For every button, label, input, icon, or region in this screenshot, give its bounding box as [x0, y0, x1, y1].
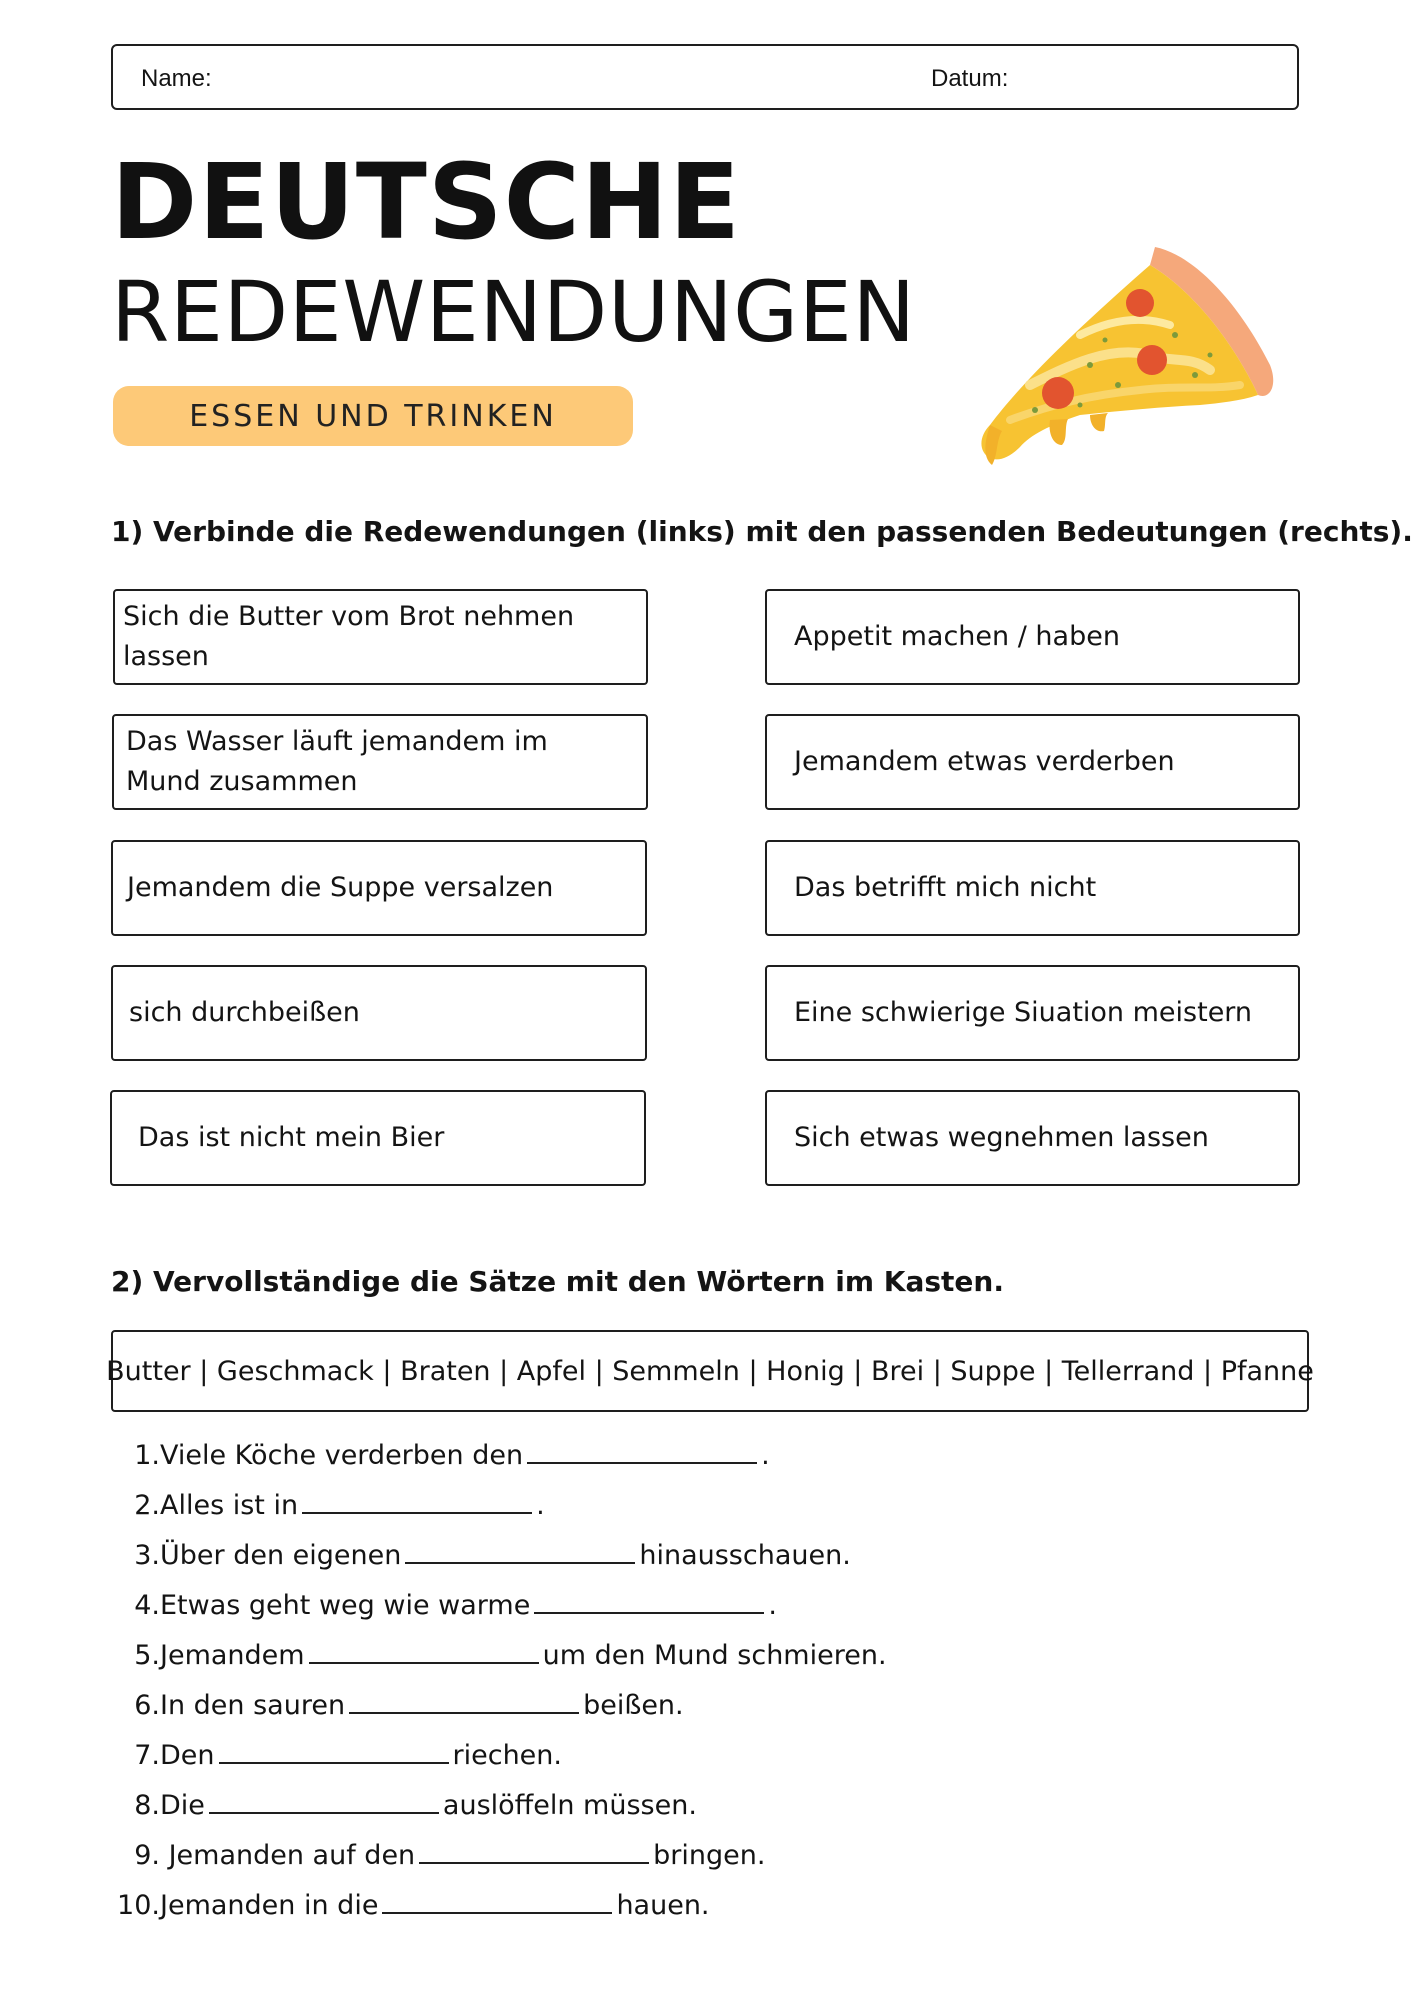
title-line-2: REDEWENDUNGEN: [111, 263, 916, 361]
subtitle-badge: ESSEN UND TRINKEN: [113, 386, 633, 446]
answer-blank[interactable]: [302, 1488, 532, 1514]
meaning-text: Jemandem etwas verderben: [794, 746, 1175, 777]
sentence-before: Jemanden auf den: [160, 1840, 416, 1871]
sentence-item: [111, 1738, 1011, 1774]
exercise-1-instruction: 1) Verbinde die Redewendungen (links) mit den passenden Bedeutungen (rechts).: [111, 515, 1413, 548]
idiom-box: [110, 1090, 646, 1186]
date-label: Datum:: [931, 65, 1009, 92]
meaning-text: Sich etwas wegnehmen lassen: [794, 1122, 1209, 1153]
sentence-before: Alles ist in: [160, 1490, 299, 1521]
sentence-before: Den: [160, 1740, 215, 1771]
idiom-box: [113, 589, 648, 685]
sentence-number: 6.: [134, 1690, 160, 1721]
meaning-box: [765, 1090, 1300, 1186]
sentence-item: [111, 1488, 1011, 1524]
sentence-before: Über den eigenen: [160, 1540, 402, 1571]
answer-blank[interactable]: [349, 1688, 579, 1714]
sentence-item: [111, 1438, 1011, 1474]
idiom-box: [111, 840, 647, 936]
sentence-item: [111, 1638, 1011, 1674]
meaning-text: Das betrifft mich nicht: [794, 872, 1097, 903]
sentence-after: hauen.: [616, 1890, 710, 1921]
answer-blank[interactable]: [419, 1838, 649, 1864]
sentence-item: [111, 1888, 1011, 1924]
idiom-box: [111, 965, 647, 1061]
sentence-item: [111, 1838, 1011, 1874]
sentence-item: [111, 1688, 1011, 1724]
sentence-after: .: [536, 1490, 545, 1521]
meaning-box: [765, 589, 1300, 685]
answer-blank[interactable]: [382, 1888, 612, 1914]
sentence-number: 5.: [134, 1640, 160, 1671]
sentence-after: bringen.: [653, 1840, 766, 1871]
idiom-text: Sich die Butter vom Brot nehmen lassen: [123, 601, 575, 672]
sentence-after: beißen.: [583, 1690, 684, 1721]
sentence-before: Jemanden in die: [160, 1890, 379, 1921]
sentence-before: Etwas geht weg wie warme: [160, 1590, 531, 1621]
meaning-text: Eine schwierige Siuation meistern: [794, 997, 1253, 1028]
sentence-number: 9.: [134, 1840, 160, 1871]
sentence-number: 3.: [134, 1540, 160, 1571]
sentence-number: 10.: [117, 1890, 160, 1921]
sentence-after: auslöffeln müssen.: [442, 1790, 697, 1821]
answer-blank[interactable]: [405, 1538, 635, 1564]
sentence-after: .: [761, 1440, 770, 1471]
sentence-item: [111, 1538, 1011, 1574]
word-list: Butter | Geschmack | Braten | Apfel | Semmeln | Honig | Brei | Suppe | Tellerrand | Pfanne: [106, 1355, 1314, 1387]
sentence-after: riechen.: [452, 1740, 562, 1771]
name-date-box: [111, 44, 1299, 110]
sentence-before: Jemandem: [160, 1640, 305, 1671]
sentence-item: [111, 1788, 1011, 1824]
meaning-text: Appetit machen / haben: [794, 621, 1120, 652]
name-label: Name:: [141, 65, 212, 92]
idiom-text: Jemandem die Suppe versalzen: [127, 872, 554, 903]
idiom-text: sich durchbeißen: [129, 997, 360, 1028]
title-line-1: DEUTSCHE: [111, 141, 742, 263]
answer-blank[interactable]: [527, 1438, 757, 1464]
answer-blank[interactable]: [534, 1588, 764, 1614]
idiom-text: Das Wasser läuft jemandem im Mund zusammen: [126, 726, 548, 797]
sentence-number: 7.: [134, 1740, 160, 1771]
sentence-number: 2.: [134, 1490, 160, 1521]
sentence-after: .: [768, 1590, 777, 1621]
answer-blank[interactable]: [219, 1738, 449, 1764]
sentence-item: [111, 1588, 1011, 1624]
sentence-number: 8.: [134, 1790, 160, 1821]
sentence-after: hinausschauen.: [639, 1540, 851, 1571]
exercise-2-instruction: 2) Vervollständige die Sätze mit den Wörtern im Kasten.: [111, 1265, 1004, 1298]
idiom-text: Das ist nicht mein Bier: [138, 1122, 445, 1153]
meaning-box: [765, 840, 1300, 936]
meaning-box: [765, 714, 1300, 810]
sentence-number: 4.: [134, 1590, 160, 1621]
pizza-slice-icon: [940, 235, 1280, 470]
word-box: [106, 1330, 1314, 1412]
sentence-before: Viele Köche verderben den: [160, 1440, 524, 1471]
sentence-after: um den Mund schmieren.: [542, 1640, 887, 1671]
answer-blank[interactable]: [309, 1638, 539, 1664]
sentence-before: In den sauren: [160, 1690, 346, 1721]
meaning-box: [765, 965, 1300, 1061]
idiom-box: [112, 714, 648, 810]
answer-blank[interactable]: [209, 1788, 439, 1814]
sentence-number: 1.: [134, 1440, 160, 1471]
sentence-before: Die: [160, 1790, 205, 1821]
